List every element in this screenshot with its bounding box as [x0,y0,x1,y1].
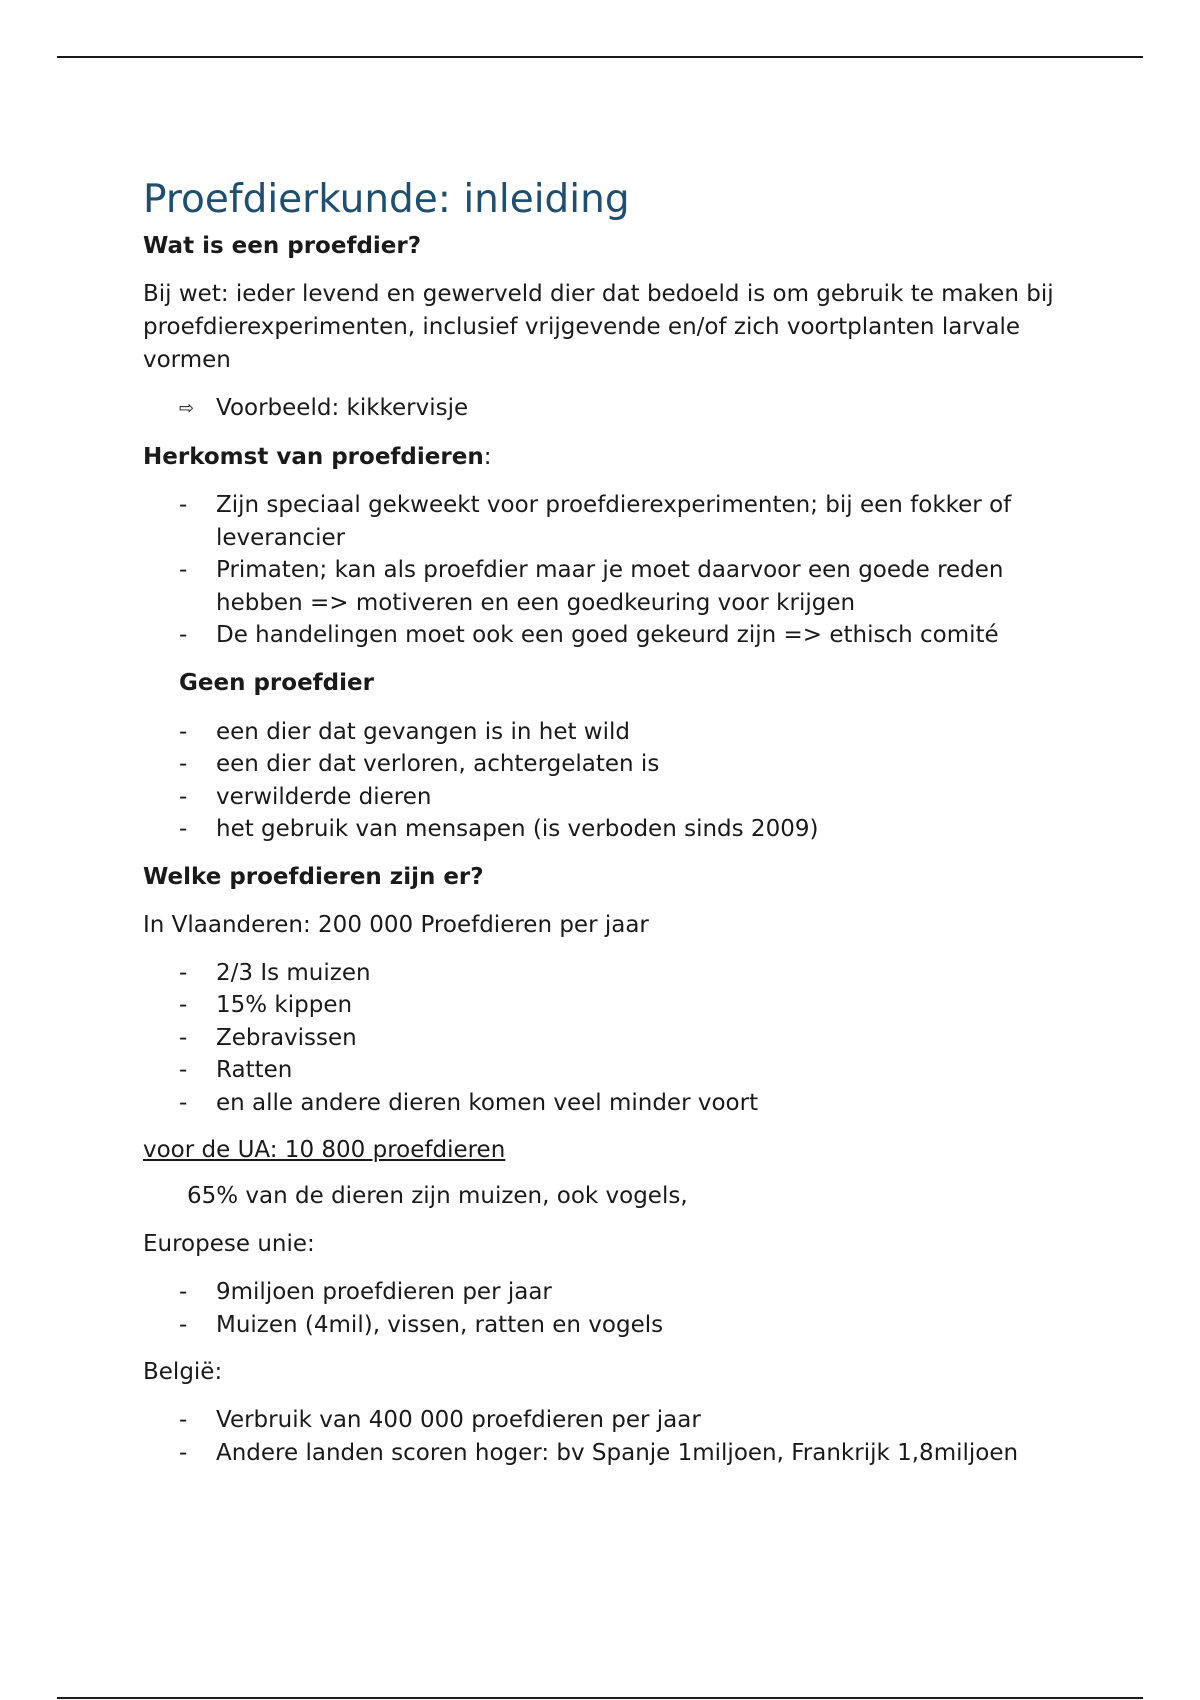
vlaanderen-paragraph: In Vlaanderen: 200 000 Proefdieren per jaar [143,911,649,938]
list-item [143,554,1073,619]
list-item-text: en alle andere dieren komen veel minder voort [216,1089,759,1116]
be-label: België: [143,1359,223,1385]
list-item [143,1437,1073,1470]
heading-colon: : [483,444,492,470]
vlaanderen-list [143,957,1073,1120]
herkomst-list [143,489,1073,652]
list-item [143,1087,1073,1120]
list-item [143,813,1073,846]
dash-bullet: - [179,1057,188,1083]
list-item [143,748,1073,781]
list-item-text: Primaten; kan als proefdier maar je moet daarvoor een goede reden hebben => motiveren en een goedkeuring voor krijgen [216,557,1004,616]
list-item [143,781,1073,814]
geen-proefdier-list [143,716,1073,846]
list-item-text: Zijn speciaal gekweekt voor proefdierexperimenten; bij een fokker of leverancier [216,492,1012,551]
heading-wat-is-proefdier: Wat is een proefdier? [143,233,422,259]
dash-bullet: - [179,718,188,745]
list-item [143,1309,1073,1342]
list-item-text: een dier dat gevangen is in het wild [216,718,630,745]
list-item [143,1022,1073,1055]
list-item-text: het gebruik van mensapen (is verboden sinds 2009) [216,816,819,842]
dash-bullet: - [179,751,188,777]
dash-bullet: - [179,1089,188,1116]
dash-bullet: - [179,622,188,648]
list-item-text: 15% kippen [216,992,353,1018]
be-list [143,1404,1073,1469]
list-item-text: Ratten [216,1057,293,1083]
dash-bullet: - [179,557,188,583]
dash-bullet: - [179,992,188,1018]
eu-label: Europese unie: [143,1231,315,1257]
document-body [143,176,1073,1484]
arrow-right-icon: ⇨ [179,398,195,419]
list-item-text: Verbruik van 400 000 proefdieren per jaar [216,1407,701,1433]
list-item [143,957,1073,990]
list-item [143,716,1073,749]
ua-detail: 65% van de dieren zijn muizen, ook vogels, [187,1183,688,1209]
list-item [143,989,1073,1022]
ua-heading: voor de UA: 10 800 proefdieren [143,1137,506,1163]
definition-paragraph: Bij wet: ieder levend en gewerveld dier dat bedoeld is om gebruik te maken bij proefdierexperimenten, inclusief vrijgevende en/of zich voortplanten larvale vormen [143,281,1054,373]
list-item-text: Muizen (4mil), vissen, ratten en vogels [216,1311,664,1338]
dash-bullet: - [179,959,188,986]
subheading-geen-proefdier: Geen proefdier [179,669,374,696]
list-item-text: verwilderde dieren [216,783,432,810]
dash-bullet: - [179,783,188,810]
dash-bullet: - [179,816,188,842]
footer-rule [57,1697,1143,1699]
list-item [143,1054,1073,1087]
dash-bullet: - [179,1407,188,1433]
list-item-text: een dier dat verloren, achtergelaten is [216,751,660,777]
heading-herkomst-text: Herkomst van proefdieren [143,444,484,470]
example-item [143,392,1073,425]
list-item [143,1276,1073,1309]
list-item [143,489,1073,554]
dash-bullet: - [179,1024,188,1051]
example-text: Voorbeeld: kikkervisje [216,395,469,421]
dash-bullet: - [179,1439,188,1466]
list-item-text: Andere landen scoren hoger: bv Spanje 1miljoen, Frankrijk 1,8miljoen [216,1439,1019,1466]
list-item-text: Zebravissen [216,1024,357,1051]
list-item-text: 9miljoen proefdieren per jaar [216,1279,552,1305]
eu-list [143,1276,1073,1341]
dash-bullet: - [179,1311,188,1338]
page-title: Proefdierkunde: inleiding [143,177,630,222]
list-item-text: 2/3 Is muizen [216,959,371,986]
dash-bullet: - [179,1279,188,1305]
heading-welke-proefdieren: Welke proefdieren zijn er? [143,863,484,890]
heading-herkomst [143,441,1073,473]
list-item [143,1404,1073,1437]
header-rule [57,56,1143,58]
dash-bullet: - [179,492,188,518]
list-item [143,619,1073,652]
list-item-text: De handelingen moet ook een goed gekeurd zijn => ethisch comité [216,622,999,648]
